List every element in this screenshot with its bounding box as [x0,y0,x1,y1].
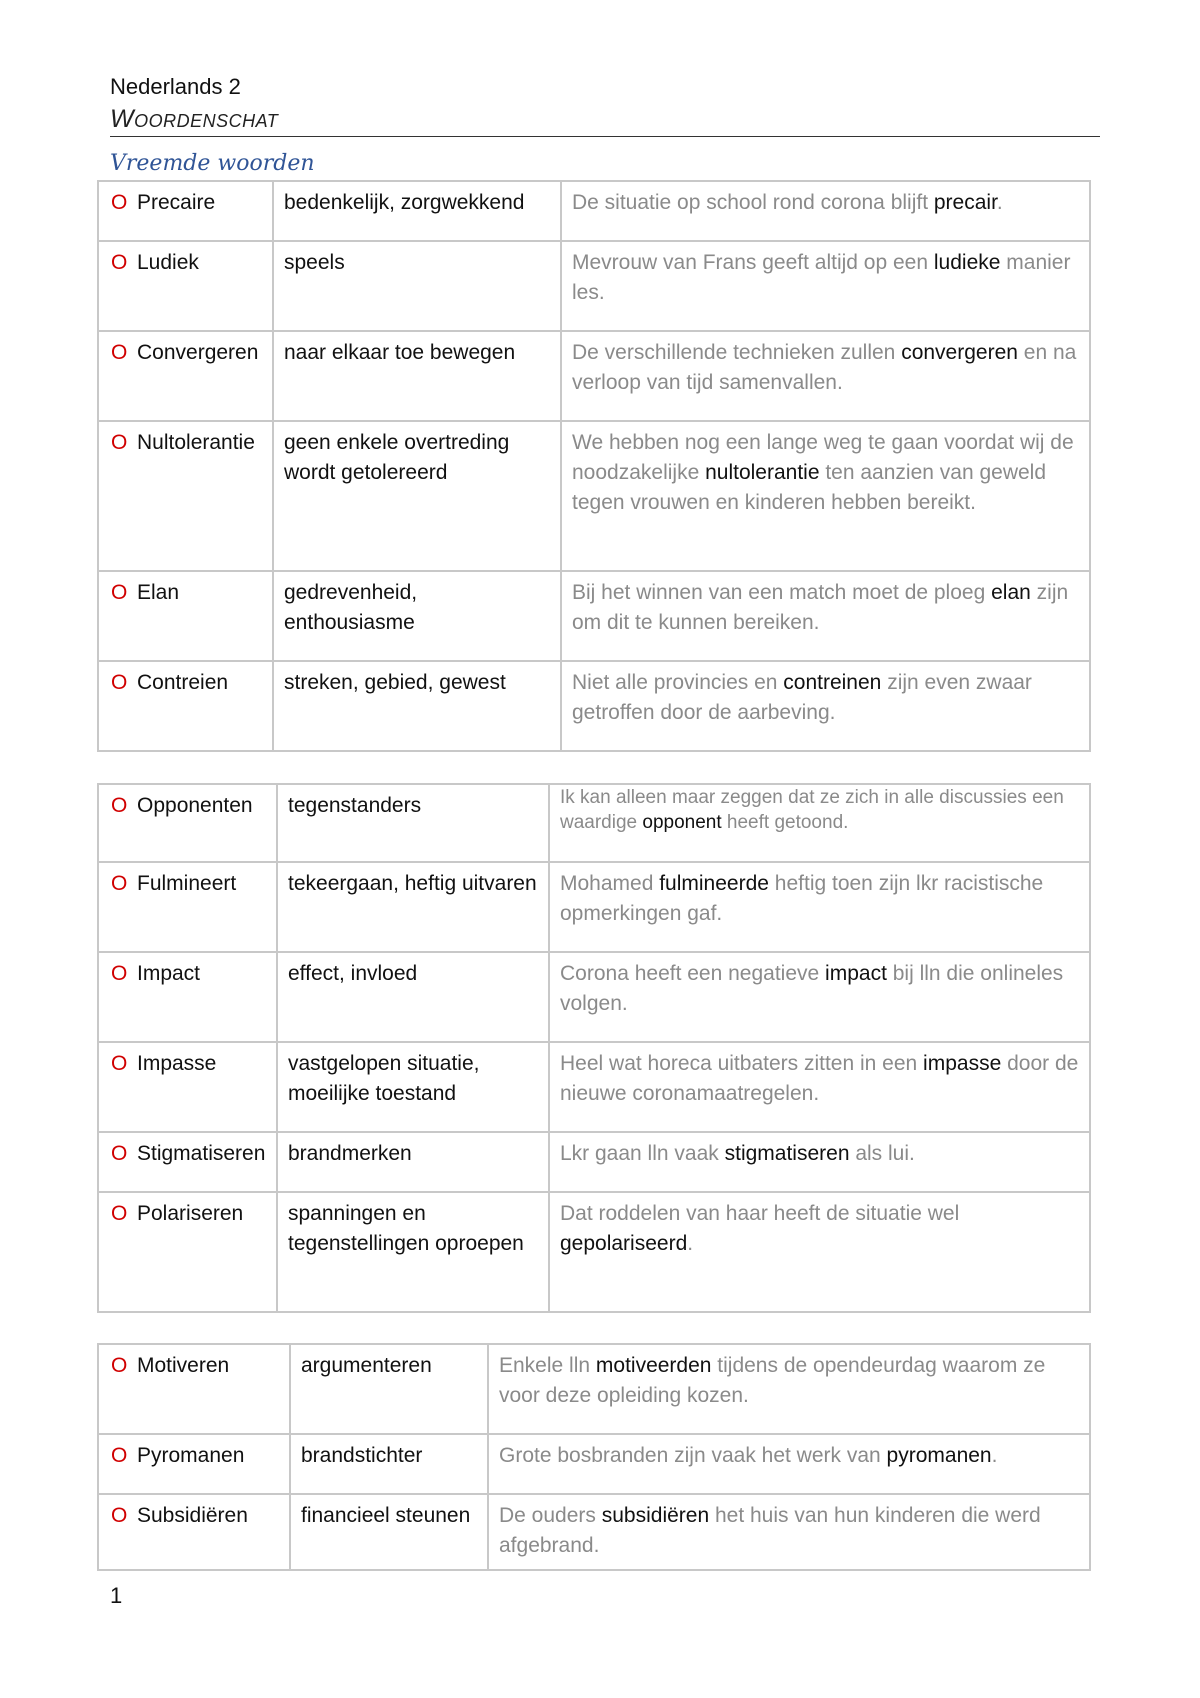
vocab-table-3 [97,1343,1091,1571]
example-text: We hebben nog een lange weg te gaan voordat wij de noodzakelijke [572,431,1074,484]
table-row [98,331,1090,421]
synonym-cell: naar elkaar toe bewegen [273,331,561,421]
term-cell [98,181,273,241]
table-row [98,661,1090,751]
term-cell [98,862,277,952]
synonym-cell: tegenstanders [277,784,549,862]
synonym-cell: bedenkelijk, zorgwekkend [273,181,561,241]
highlighted-term: fulmineerde [659,872,769,895]
subtitle-initial: W [110,105,135,133]
term-cell [98,331,273,421]
synonym-cell: effect, invloed [277,952,549,1042]
highlighted-term: subsidiëren [601,1504,710,1527]
bullet-marker: O [111,1052,128,1075]
term-label: Precaire [137,191,216,214]
header-divider [110,136,1100,137]
highlighted-term: opponent [642,812,722,833]
term-label: Opponenten [137,794,253,817]
example-cell [488,1434,1090,1494]
highlighted-term: nultolerantie [705,461,820,484]
highlighted-term: stigmatiseren [724,1142,850,1165]
term-cell [98,661,273,751]
table-row [98,1434,1090,1494]
term-cell [98,1344,290,1434]
table-row [98,1344,1090,1434]
table-row [98,571,1090,661]
example-cell [561,331,1090,421]
example-text: Niet alle provincies en [572,671,784,694]
highlighted-term: ludieke [933,251,1001,274]
bullet-marker: O [111,341,128,364]
bullet-marker: O [111,251,128,274]
subtitle-rest: OORDENSCHAT [134,111,279,131]
example-cell [549,1132,1090,1192]
highlighted-term: convergeren [901,341,1018,364]
term-label: Subsidiëren [137,1504,248,1527]
term-label: Pyromanen [137,1444,245,1467]
example-cell [549,1042,1090,1132]
term-cell [98,1192,277,1312]
example-text: heeft getoond. [721,812,849,833]
example-cell [561,181,1090,241]
term-label: Polariseren [137,1202,244,1225]
example-text: Dat roddelen van haar heeft de situatie wel [560,1202,960,1225]
term-label: Convergeren [137,341,259,364]
page-number: 1 [110,1583,123,1608]
bullet-marker: O [111,1444,128,1467]
bullet-marker: O [111,191,128,214]
synonym-cell: tekeergaan, heftig uitvaren [277,862,549,952]
bullet-marker: O [111,962,128,985]
highlighted-term: motiveerden [595,1354,712,1377]
term-label: Contreien [137,671,229,694]
term-label: Stigmatiseren [137,1142,266,1165]
example-text: De verschillende technieken zullen [572,341,902,364]
synonym-cell: brandmerken [277,1132,549,1192]
bullet-marker: O [111,431,128,454]
bullet-marker: O [111,1504,128,1527]
example-text: en na verloop van tijd samenvallen. [572,341,1077,394]
bullet-marker: O [111,1142,128,1165]
example-cell [488,1344,1090,1434]
table-row [98,181,1090,241]
example-text: . [996,191,1003,214]
highlighted-term: precair [933,191,997,214]
table-row [98,784,1090,862]
vocab-table-2 [97,783,1091,1313]
term-cell [98,421,273,571]
term-label: Motiveren [137,1354,230,1377]
example-text: Mevrouw van Frans geeft altijd op een [572,251,934,274]
bullet-marker: O [111,1354,128,1377]
example-text: zijn om dit te kunnen bereiken. [572,581,1069,634]
bullet-marker: O [111,1202,128,1225]
example-cell [561,421,1090,571]
term-cell [98,241,273,331]
bullet-marker: O [111,794,128,817]
synonym-cell: brandstichter [290,1434,488,1494]
term-cell [98,1042,277,1132]
example-cell [561,661,1090,751]
term-label: Elan [137,581,180,604]
table-row [98,862,1090,952]
example-text: Corona heeft een negatieve [560,962,826,985]
term-label: Ludiek [137,251,199,274]
term-cell [98,571,273,661]
example-text: bij lln die onlineles volgen. [560,962,1064,1015]
term-label: Fulmineert [137,872,237,895]
document-title: Nederlands 2 [110,74,241,99]
example-cell [561,241,1090,331]
example-cell [561,571,1090,661]
example-text: het huis van hun kinderen die werd afgebrand. [499,1504,1041,1557]
example-text: Lkr gaan lln vaak [560,1142,725,1165]
synonym-cell: gedrevenheid, enthousiasme [273,571,561,661]
example-text: zijn even zwaar getroffen door de aarbeving. [572,671,1032,724]
highlighted-term: impasse [923,1052,1002,1075]
table-row [98,1042,1090,1132]
table-row [98,952,1090,1042]
example-text: als lui. [849,1142,915,1165]
example-text: Ik kan alleen maar zeggen dat ze zich in alle discussies een waardige [560,787,1064,833]
example-text: Bij het winnen van een match moet de ploeg [572,581,992,604]
example-text: heftig toen zijn lkr racistische opmerkingen gaf. [560,872,1044,925]
example-text: Heel wat horeca uitbaters zitten in een [560,1052,924,1075]
example-text: . [687,1232,694,1255]
example-text: Mohamed [560,872,660,895]
highlighted-term: pyromanen [886,1444,992,1467]
table-row [98,241,1090,331]
synonym-cell: geen enkele overtreding wordt getolereerd [273,421,561,571]
term-cell [98,1434,290,1494]
example-cell [549,784,1090,862]
example-text: Grote bosbranden zijn vaak het werk van [499,1444,887,1467]
synonym-cell: spanningen en tegenstellingen oproepen [277,1192,549,1312]
table-row [98,1192,1090,1312]
document-subtitle [110,105,278,134]
bullet-marker: O [111,872,128,895]
table-row [98,1132,1090,1192]
term-label: Nultolerantie [137,431,255,454]
example-text: manier les. [572,251,1071,304]
highlighted-term: elan [991,581,1031,604]
highlighted-term: impact [825,962,887,985]
table-row [98,1494,1090,1570]
term-cell [98,784,277,862]
table-row [98,421,1090,571]
example-text: tijdens de opendeurdag waarom ze voor deze opleiding kozen. [499,1354,1046,1407]
term-cell [98,1132,277,1192]
bullet-marker: O [111,581,128,604]
example-text: ten aanzien van geweld tegen vrouwen en kinderen hebben bereikt. [572,461,1047,514]
term-label: Impasse [137,1052,217,1075]
term-cell [98,952,277,1042]
term-cell [98,1494,290,1570]
example-cell [549,952,1090,1042]
synonym-cell: financieel steunen [290,1494,488,1570]
example-cell [488,1494,1090,1570]
term-label: Impact [137,962,201,985]
synonym-cell: vastgelopen situatie, moeilijke toestand [277,1042,549,1132]
bullet-marker: O [111,671,128,694]
example-text: De situatie op school rond corona blijft [572,191,934,214]
highlighted-term: contreinen [783,671,882,694]
example-cell [549,1192,1090,1312]
example-text: De ouders [499,1504,602,1527]
synonym-cell: speels [273,241,561,331]
example-text: door de nieuwe coronamaatregelen. [560,1052,1079,1105]
vocab-table-1 [97,180,1091,752]
example-text: Enkele lln [499,1354,596,1377]
synonym-cell: streken, gebied, gewest [273,661,561,751]
synonym-cell: argumenteren [290,1344,488,1434]
section-title: Vreemde woorden [110,151,315,176]
example-text: . [991,1444,998,1467]
highlighted-term: gepolariseerd [560,1232,688,1255]
example-cell [549,862,1090,952]
